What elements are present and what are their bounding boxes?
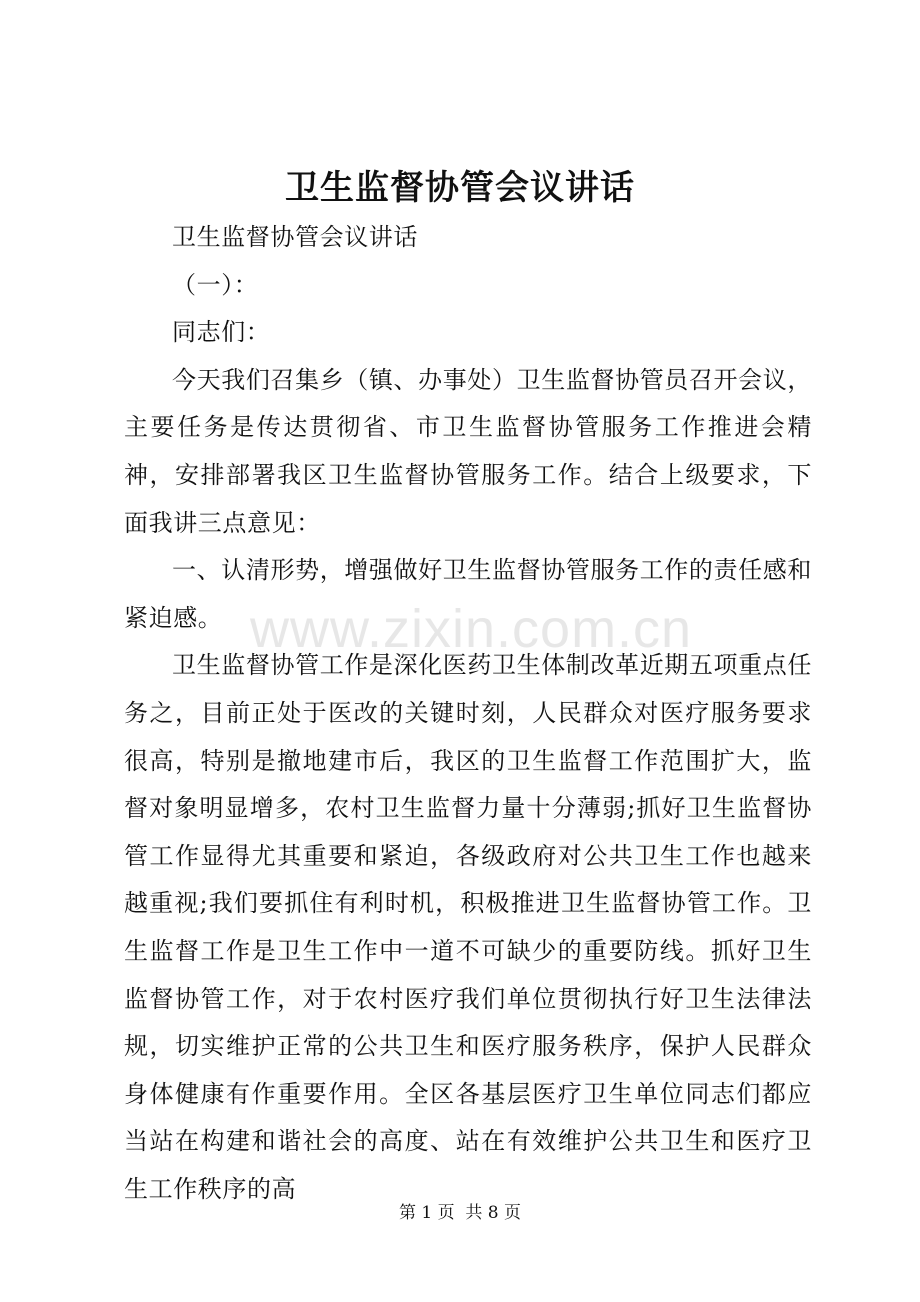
- paragraph-salutation: 同志们：: [172, 318, 271, 347]
- document-title: 卫生监督协管会议讲话: [285, 168, 635, 208]
- paragraph-subtitle: 卫生监督协管会议讲话: [172, 223, 418, 251]
- document-body: [124, 214, 812, 1213]
- page-footer: 第 1 页 共 8 页: [398, 1203, 522, 1223]
- paragraph-point-one-body: 卫生监督协管工作是深化医药卫生体制改革近期五项重点任务之，目前正处于医改的关键时刻，人民群众对医疗服务要求很高，特别是撤地建市后，我区的卫生监督工作范围扩大，监督对象明显增多，农村卫生监督力量十分薄弱;抓好卫生监督协管工作显得尤其重要和紧迫，各级政府对公共卫生工作也越来越重视;我们要抓住有利时机，积极推进卫生监督协管工作。卫生监督工作是卫生工作中一道不可缺少的重要防线。抓好卫生监督协管工作，对于农村医疗我们单位贯彻执行好卫生法律法规，切实维护正常的公共卫生和医疗服务秩序，保护人民群众身体健康有作重要作用。全区各基层医疗卫生单位同志们都应当站在构建和谐社会的高度、站在有效维护公共卫生和医疗卫生工作秩序的高: [124, 651, 812, 1203]
- paragraph-point-one-heading: 一、认清形势，增强做好卫生监督协管服务工作的责任感和紧迫感。: [124, 556, 812, 632]
- paragraph-intro: 今天我们召集乡（镇、办事处）卫生监督协管员召开会议，主要任务是传达贯彻省、市卫生监督协管服务工作推进会精神，安排部署我区卫生监督协管服务工作。结合上级要求，下面我讲三点意见：: [124, 365, 812, 537]
- paragraph-section-number: （一）：: [172, 270, 259, 299]
- watermark-text: www.zixin.com.cn: [250, 599, 693, 659]
